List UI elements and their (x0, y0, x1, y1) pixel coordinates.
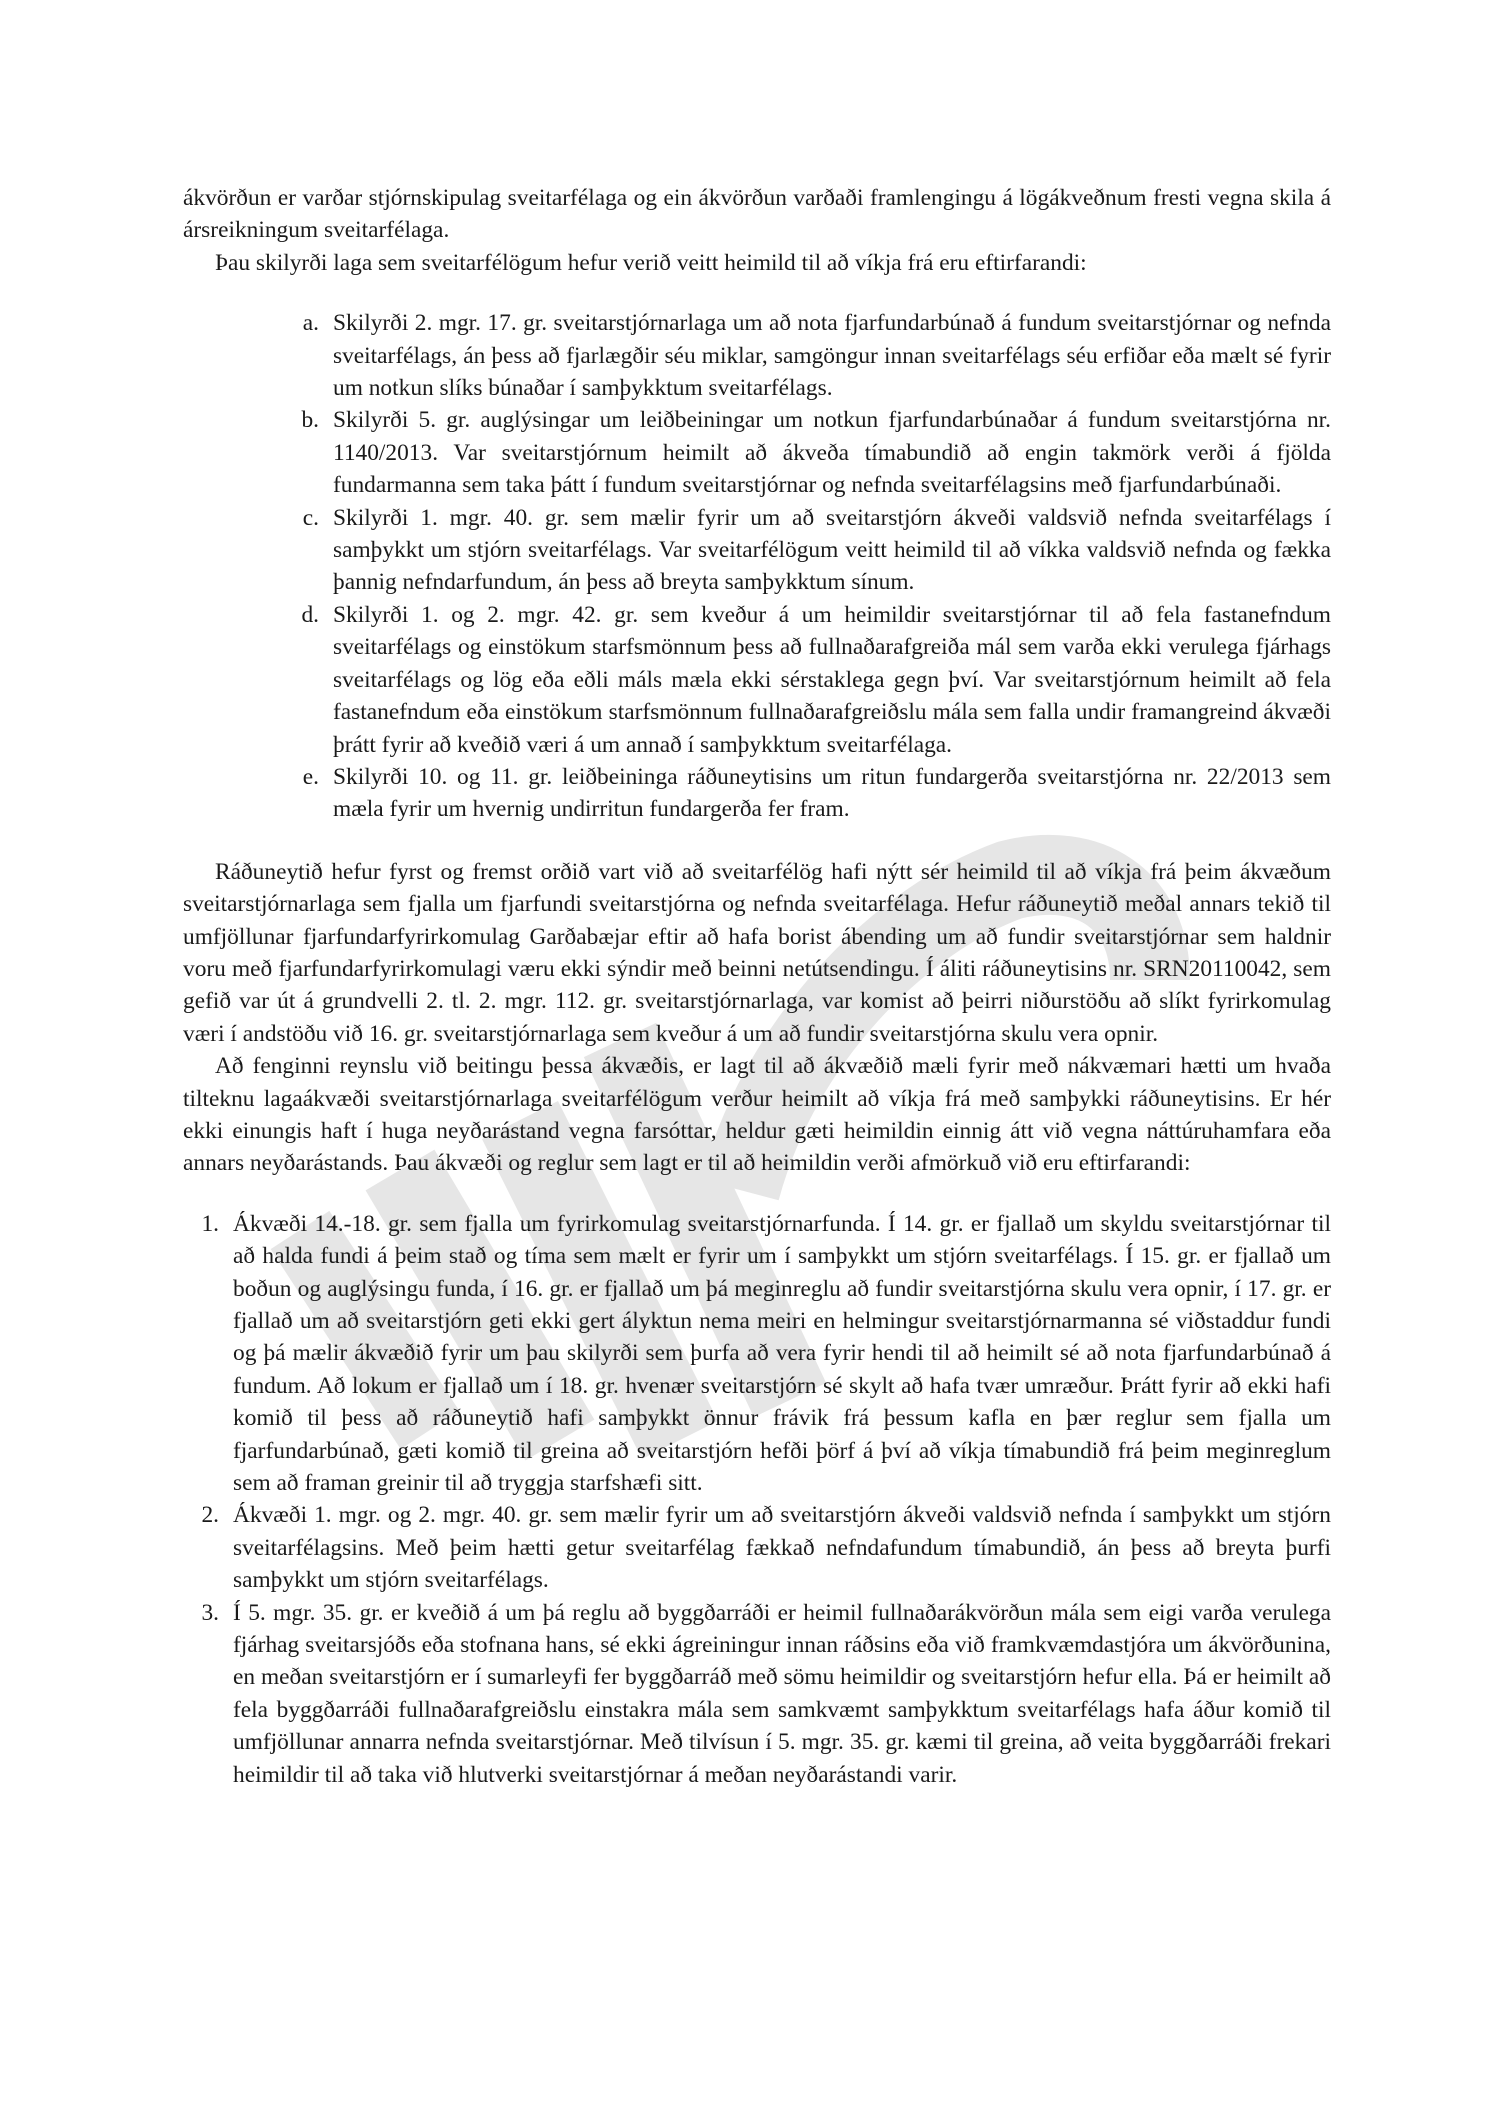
list-item-1 (183, 1208, 1331, 1500)
list-item-text: Skilyrði 2. mgr. 17. gr. sveitarstjórnarlaga um að nota fjarfundarbúnað á fundum sveitarstjórnar og nefnda sveitarfélags, án þess að fjarlægðir séu miklar, samgöngur innan sveitarfélags séu erfiðar eða mælt sé fyrir um notkun slíks búnaðar í samþykktum sveitarfélags. (333, 310, 1331, 402)
numbered-list (183, 1208, 1331, 1791)
list-item-text: Skilyrði 5. gr. auglýsingar um leiðbeiningar um notkun fjarfundarbúnaðar á fundum sveitarstjórna nr. 1140/2013. Var sveitarstjórnum heimilt að ákveða tímabundið að engin takmörk verði á fjölda fundarmanna sem taka þátt í fundum sveitarstjórnar og nefnda sveitarfélagsins með fjarfundarbúnaði. (333, 407, 1331, 499)
list-marker: 1. (201, 1210, 219, 1237)
list-marker: e. (302, 763, 319, 790)
body-paragraph-experience: Að fenginni reynslu við beitingu þessa ákvæðis, er lagt til að ákvæðið mæli fyrir með nákvæmari hætti um hvaða tilteknu lagaákvæði sveitarstjórnarlaga sveitarfélögum verður heimilt að víkja frá með samþykki ráðuneytisins. Er hér ekki einungis haft í huga neyðarástand vegna farsóttar, heldur gæti heimildin einnig átt við vegna náttúruhamfara eða annars neyðarástands. Þau ákvæði og reglur sem lagt er til að heimildin verði afmörkuð við eru eftirfarandi: (183, 1053, 1331, 1177)
list-item-text: Skilyrði 10. og 11. gr. leiðbeininga ráðuneytisins um ritun fundargerða sveitarstjórna nr. 22/2013 sem mæla fyrir um hvernig undirritun fundargerða fer fram. (333, 763, 1331, 823)
list-marker: b. (301, 407, 319, 434)
list-marker: a. (302, 310, 319, 337)
list-item-text: Í 5. mgr. 35. gr. er kveðið á um þá reglu að byggðarráði er heimil fullnaðarákvörðun mála sem eigi varða verulega fjárhag sveitarsjóðs eða stofnana hans, sé ekki ágreiningur innan ráðsins eða við framkvæmdastjóra um ákvörðunina, en meðan sveitarstjórn er í sumarleyfi fer byggðarráð með sömu heimildir og sveitarstjórn hefur ella. Þá er heimilt að fela byggðarráði fullnaðarafgreiðslu einstakra mála sem samkvæmt samþykktum sveitarfélags hafa áður komið til umfjöllunar annarra nefnda sveitarstjórnar. Með tilvísun í 5. mgr. 35. gr. kæmi til greina, að veita byggðarráði frekari heimildir til að taka við hlutverki sveitarstjórnar á meðan neyðarástandi varir. (233, 1599, 1331, 1788)
list-marker: 3. (201, 1599, 219, 1626)
list-item-3 (183, 1597, 1331, 1791)
list-item-text: Ákvæði 1. mgr. og 2. mgr. 40. gr. sem mælir fyrir um að sveitarstjórn ákveði valdsvið nefnda í samþykkt um stjórn sveitarfélagsins. Með þeim hætti getur sveitarfélag fækkað nefndafundum tímabundið, án þess að breyta þurfi samþykkt um stjórn sveitarfélags. (233, 1502, 1331, 1594)
list-marker: d. (301, 601, 319, 628)
list-item-b (183, 404, 1331, 501)
list-item-text: Skilyrði 1. mgr. 40. gr. sem mælir fyrir um að sveitarstjórn ákveði valdsvið nefnda sveitarfélags í samþykkt um stjórn sveitarfélags. Var sveitarfélögum veitt heimild til að víkka valdsvið nefnda og fækka þannig nefndarfundum, án þess að breyta samþykktum sínum. (333, 504, 1331, 596)
intro-paragraph-continued: ákvörðun er varðar stjórnskipulag sveitarfélaga og ein ákvörðun varðaði framlengingu á lögákveðnum fresti vegna skila á ársreikningum sveitarfélaga. (183, 185, 1331, 244)
list-item-a (183, 307, 1331, 404)
list-item-c (183, 502, 1331, 599)
list-item-d (183, 599, 1331, 761)
intro-paragraph-conditions: Þau skilyrði laga sem sveitarfélögum hefur verið veitt heimild til að víkja frá eru eftirfarandi: (215, 249, 1087, 276)
list-item-text: Ákvæði 14.-18. gr. sem fjalla um fyrirkomulag sveitarstjórnarfunda. Í 14. gr. er fjallað um skyldu sveitarstjórnar til að halda fundi á þeim stað og tíma sem mælt er fyrir um í samþykkt um stjórn sveitarfélags. Í 15. gr. er fjallað um boðun og auglýsingu funda, í 16. gr. er fjallað um þá meginreglu að fundir sveitarstjórna skulu vera opnir, í 17. gr. er fjallað um að sveitarstjórn geti ekki gert ályktun nema meiri en helmingur sveitarstjórnarmanna sé viðstaddur fundi og þá mælir ákvæðið fyrir um þau skilyrði sem þurfa að vera fyrir hendi til að heimilt sé að nota fjarfundarbúnað á fundum. Að lokum er fjallað um í 18. gr. hvenær sveitarstjórn sé skylt að hafa tvær umræður. Þrátt fyrir að ekki hafi komið til þess að ráðuneytið hafi samþykkt önnur frávik frá þessum kafla en þær reglur sem fjalla um fjarfundarbúnað, gæti komið til greina að sveitarstjórn hefði þörf á því að víkja tímabundið frá þeim meginreglum sem að framan greinir til að tryggja starfshæfi sitt. (233, 1210, 1331, 1497)
lettered-list (183, 307, 1331, 826)
document-page (183, 182, 1331, 1791)
list-item-text: Skilyrði 1. og 2. mgr. 42. gr. sem kveður á um heimildir sveitarstjórnar til að fela fastanefndum sveitarfélags og einstökum starfsmönnum þess að fullnaðarafgreiða mál sem varða ekki verulega fjárhags sveitarfélags og lög eða eðli máls mæla ekki sérstaklega gegn því. Var sveitarstjórnum heimilt að fela fastanefndum eða einstökum starfsmönnum fullnaðarafgreiðslu mála sem falla undir framangreind ákvæði þrátt fyrir að kveðið væri á um annað í samþykktum sveitarfélaga. (333, 601, 1331, 758)
list-marker: c. (302, 504, 319, 531)
body-paragraph-ministry: Ráðuneytið hefur fyrst og fremst orðið vart við að sveitarfélög hafi nýtt sér heimild til að víkja frá þeim ákvæðum sveitarstjórnarlaga sem fjalla um fjarfundi sveitarstjórna og nefnda sveitarfélaga. Hefur ráðuneytið meðal annars tekið til umfjöllunar fjarfundarfyrirkomulag Garðabæjar eftir að hafa borist ábending um að fundir sveitarstjórnar sem haldnir voru með fjarfundarfyrirkomulagi væru ekki sýndir með beinni netútsendingu. Í áliti ráðuneytisins nr. SRN20110042, sem gefið var út á grundvelli 2. tl. 2. mgr. 112. gr. sveitarstjórnarlaga, var komist að þeirri niðurstöðu að slíkt fyrirkomulag væri í andstöðu við 16. gr. sveitarstjórnarlaga sem kveður á um að fundir sveitarstjórna skulu vera opnir. (183, 858, 1331, 1047)
list-marker: 2. (201, 1502, 219, 1529)
list-item-e (183, 761, 1331, 826)
list-item-2 (183, 1499, 1331, 1596)
